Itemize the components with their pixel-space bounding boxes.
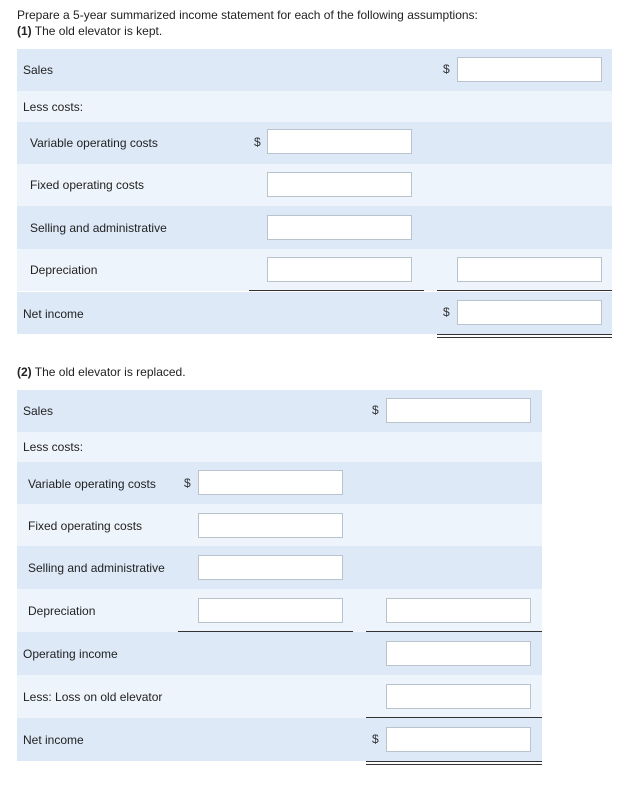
part2-heading [17, 365, 186, 379]
part1-variable-label: Variable operating costs [30, 136, 158, 150]
part2-depreciation-input[interactable] [198, 598, 343, 623]
part2-double-line-2 [366, 764, 542, 765]
part2-net-income-input[interactable] [386, 727, 531, 752]
part1-sales-input[interactable] [457, 57, 602, 82]
part2-variable-label: Variable operating costs [28, 477, 156, 491]
part1-fixed-input[interactable] [267, 172, 412, 197]
part2-double-line-1 [366, 761, 542, 762]
part2-operating-income-input[interactable] [386, 641, 531, 666]
part1-variable-dollar: $ [254, 135, 261, 149]
part2-variable-input[interactable] [198, 470, 343, 495]
part2-total-costs-input[interactable] [386, 598, 531, 623]
part1-net-income-dollar: $ [443, 305, 450, 319]
part1-net-income-input[interactable] [457, 300, 602, 325]
part1-selling-label: Selling and administrative [30, 221, 167, 235]
part2-sales-dollar: $ [372, 403, 379, 417]
part1-total-costs-input[interactable] [457, 257, 602, 282]
part1-num: (1) [17, 24, 32, 38]
part2-fixed-input[interactable] [198, 513, 343, 538]
part2-title: The old elevator is replaced. [34, 365, 186, 379]
part2-less-costs-label: Less costs: [23, 440, 84, 454]
part1-subtotal-line-mid [249, 290, 424, 291]
part2-num: (2) [17, 365, 32, 379]
part1-variable-input[interactable] [267, 129, 412, 154]
part2-operating-income-label: Operating income [23, 647, 118, 661]
part1-selling-input[interactable] [267, 215, 412, 240]
part2-selling-input[interactable] [198, 555, 343, 580]
part2-sales-input[interactable] [386, 398, 531, 423]
part1-less-costs-label: Less costs: [23, 100, 84, 114]
part1-depreciation-label: Depreciation [30, 263, 98, 277]
part2-loss-label: Less: Loss on old elevator [23, 690, 163, 704]
part1-fixed-label: Fixed operating costs [30, 178, 145, 192]
part2-net-income-label: Net income [23, 733, 84, 747]
part1-net-income-label: Net income [23, 307, 84, 321]
part2-row-less-costs [17, 432, 542, 462]
part1-row-less-costs [17, 91, 612, 122]
part1-subtotal-line-right [437, 290, 612, 291]
instructions: Prepare a 5-year summarized income statement for each of the following assumptions: [17, 8, 478, 22]
part1-title: The old elevator is kept. [34, 24, 163, 38]
part2-depreciation-label: Depreciation [28, 604, 96, 618]
part2-fixed-label: Fixed operating costs [28, 519, 143, 533]
part1-heading [17, 24, 162, 38]
part1-double-line-2 [437, 337, 612, 338]
part1-sales-label: Sales [23, 63, 54, 77]
part1-double-line-1 [437, 334, 612, 335]
part2-sales-label: Sales [23, 404, 54, 418]
part2-selling-label: Selling and administrative [28, 561, 165, 575]
part2-net-income-dollar: $ [372, 732, 379, 746]
part2-loss-input[interactable] [386, 684, 531, 709]
part2-variable-dollar: $ [184, 476, 191, 490]
part1-sales-dollar: $ [443, 62, 450, 76]
part1-depreciation-input[interactable] [267, 257, 412, 282]
